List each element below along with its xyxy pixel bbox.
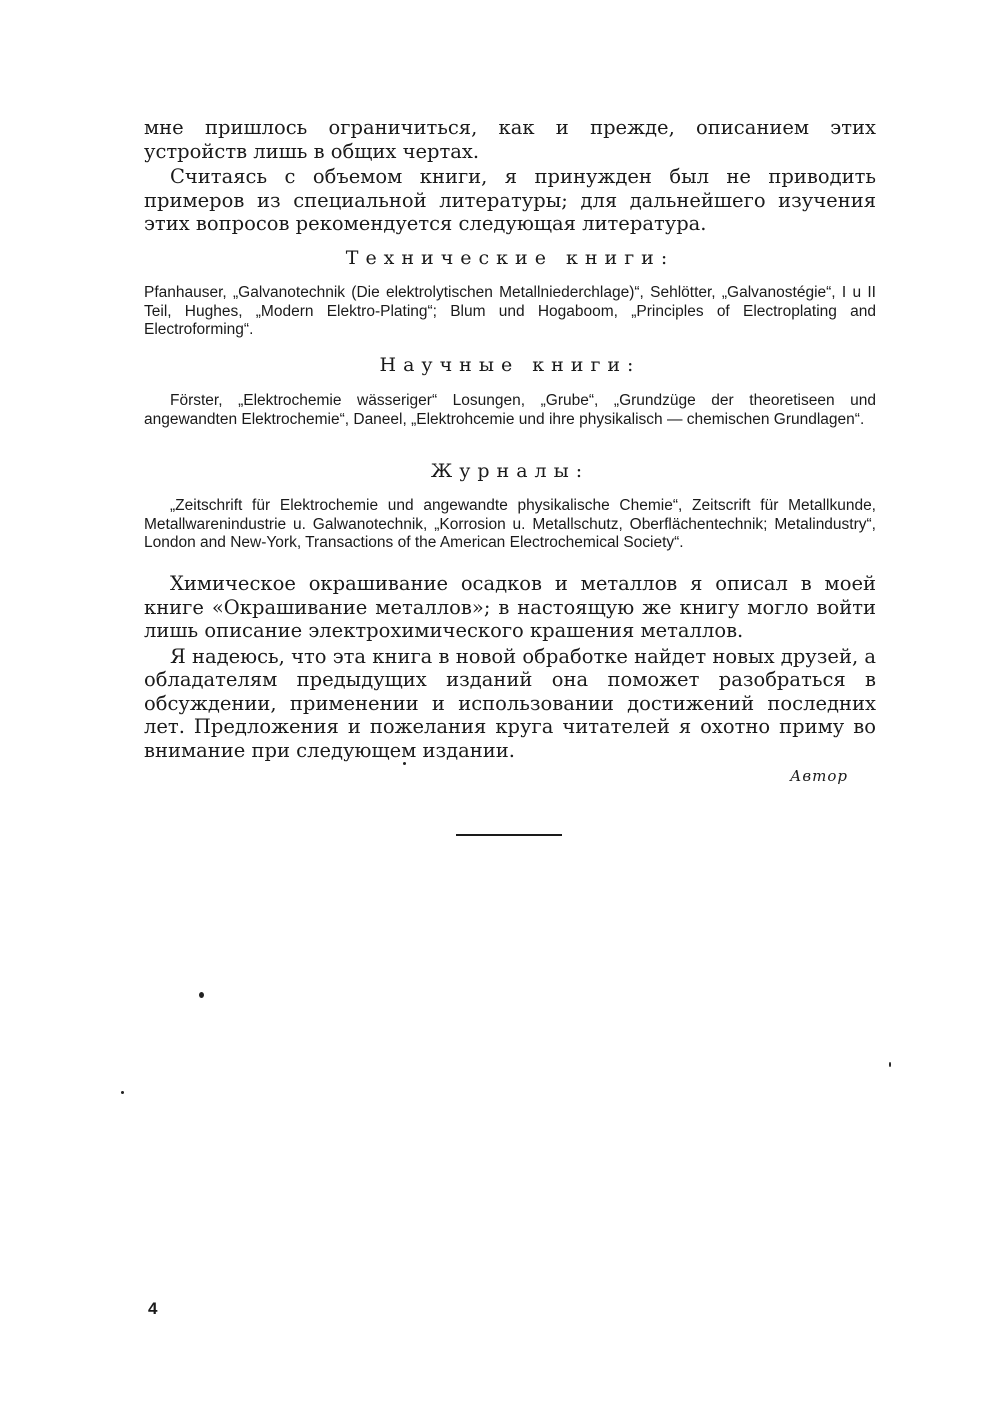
intro-paragraph-2: Считаясь с объемом книги, я принужден был не приводить примеров из специальной литературы; для дальнейшего изучения этих вопросов рекомендуется следующая литература. (144, 165, 876, 235)
closing-paragraph-2: Я надеюсь, что эта книга в новой обработке найдет новых друзей, а обладателям предыдущих изданий она поможет разобраться в обсуждении, применении и использовании достижений последних лет. Предложения и пожелания круга читателей я охотно приму во внимание при следующем издании. (144, 644, 876, 762)
heading-scientific-books: Научные книги: (379, 354, 641, 376)
intro-paragraph-1: мне пришлось ограничиться, как и прежде, описанием этих устройств лишь в общих чертах. (144, 116, 876, 163)
technical-books-list (144, 284, 876, 340)
journals-text: „Zeitschrift für Elektrochemie und angewandte physikalische Chemie“, Zeitscrift für Metallkunde, Metallwarenindustrie u. Galwanotechnik, „Korrosion u. Metallschutz, Oberflächentechnik; Metalindustry“, London and New-York, Transactions of the American Electrochemical Society“. (144, 497, 876, 551)
closing-paragraph-1: Химическое окрашивание осадков и металлов я описал в моей книге «Окрашивание металлов»; в настоящую же книгу могло войти лишь описание электрохимического крашения металлов. (144, 572, 876, 642)
intro-paragraphs (144, 116, 876, 236)
page-number: 4 (148, 1299, 158, 1318)
heading-journals: Журналы: (430, 460, 590, 482)
print-speck (121, 1091, 124, 1094)
journals-list (144, 497, 876, 553)
print-speck (199, 992, 204, 998)
author-signature: Автор (790, 767, 848, 785)
print-speck (403, 762, 406, 765)
closing-paragraphs (144, 572, 876, 762)
scientific-books-list (144, 392, 876, 429)
end-rule (456, 834, 562, 836)
technical-books-text: Pfanhauser, „Galvanotechnik (Die elektrolytischen Metallniederchlage)“, Sehlötter, „Galvanostégie“, I u II Teil, Hughes, „Modern Elektro-Plating“; Blum und Hogaboom, „Principles of Electroplating and Electroforming“. (144, 284, 876, 338)
print-speck (889, 1062, 891, 1067)
heading-technical-books: Технические книги: (345, 247, 675, 269)
scientific-books-text: Förster, „Elektrochemie wässeriger“ Losungen, „Grube“, „Grundzüge der theoretiseen und angewandten Elektrochemie“, Daneel, „Elektrohcemie und ihre physikalisch — chemischen Grundlagen“. (144, 392, 876, 428)
